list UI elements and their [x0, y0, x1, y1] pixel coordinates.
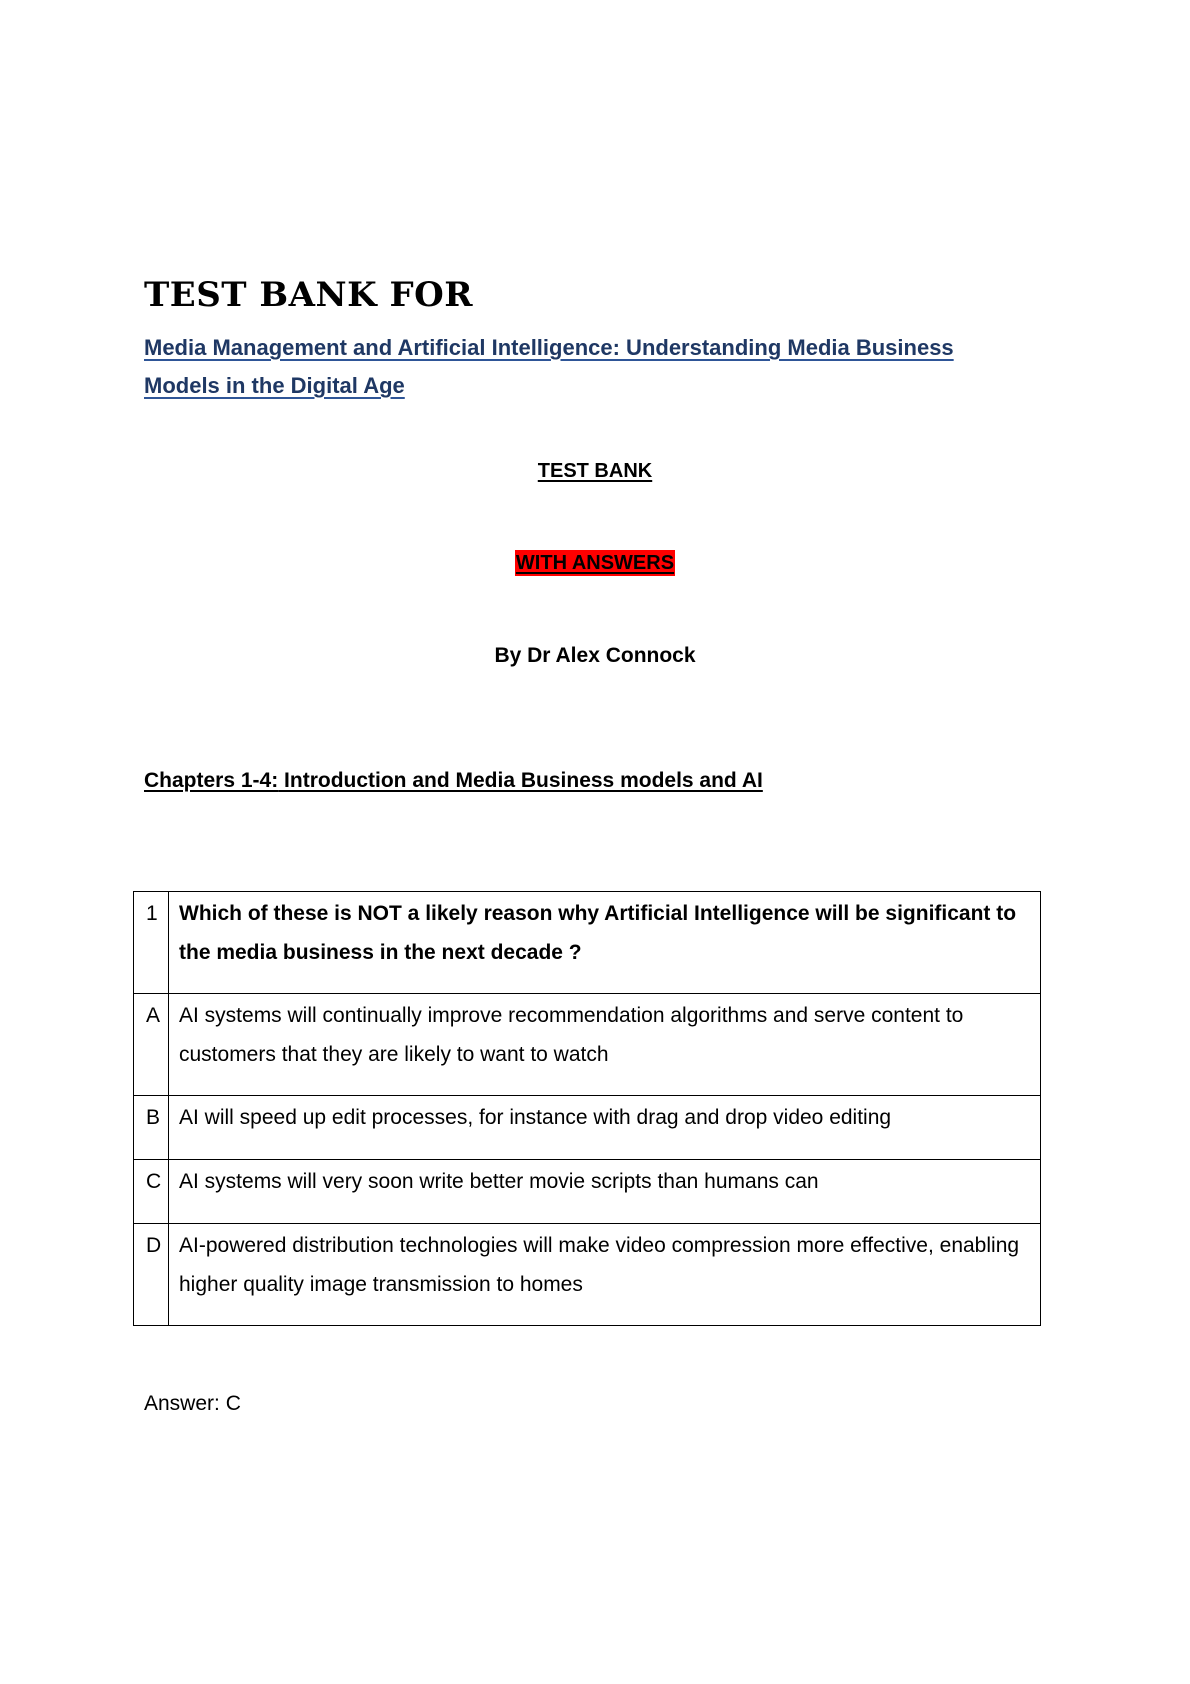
- chapters-heading: [144, 769, 763, 793]
- question-text: Which of these is NOT a likely reason why Artificial Intelligence will be significant to the media business in the next decade ?: [169, 892, 1041, 994]
- option-text-a: AI systems will continually improve recommendation algorithms and serve content to customers that they are likely to want to watch: [169, 994, 1041, 1096]
- question-table: [133, 891, 1041, 1326]
- test-bank-text: TEST BANK: [537, 460, 653, 482]
- chapters-number: Chapters 1-4:: [144, 769, 279, 792]
- author-line: By Dr Alex Connock: [494, 644, 696, 667]
- test-bank-label: [0, 460, 1190, 483]
- answer-line: Answer: C: [144, 1392, 241, 1415]
- option-key-a: A: [134, 994, 169, 1096]
- option-text-c: AI systems will very soon write better movie scripts than humans can: [169, 1160, 1041, 1224]
- option-key-c: C: [134, 1160, 169, 1224]
- book-title-link[interactable]: Media Management and Artificial Intelligence: Understanding Media Business Models in the Digital Age: [144, 335, 954, 398]
- option-row-c: [134, 1160, 1041, 1224]
- option-row-d: [134, 1224, 1041, 1326]
- question-row: [134, 892, 1041, 994]
- option-key-d: D: [134, 1224, 169, 1326]
- option-row-a: [134, 994, 1041, 1096]
- chapters-title: Introduction and Media Business models and AI: [278, 769, 763, 792]
- option-text-b: AI will speed up edit processes, for instance with drag and drop video editing: [169, 1096, 1041, 1160]
- header-title: TEST BANK FOR: [144, 275, 474, 315]
- book-title[interactable]: [144, 329, 1024, 405]
- option-row-b: [134, 1096, 1041, 1160]
- with-answers-label: [0, 552, 1190, 575]
- option-key-b: B: [134, 1096, 169, 1160]
- option-text-d: AI-powered distribution technologies will make video compression more effective, enabling higher quality image transmission to homes: [169, 1224, 1041, 1326]
- with-answers-text: WITH ANSWERS: [515, 552, 675, 574]
- question-number: 1: [134, 892, 169, 994]
